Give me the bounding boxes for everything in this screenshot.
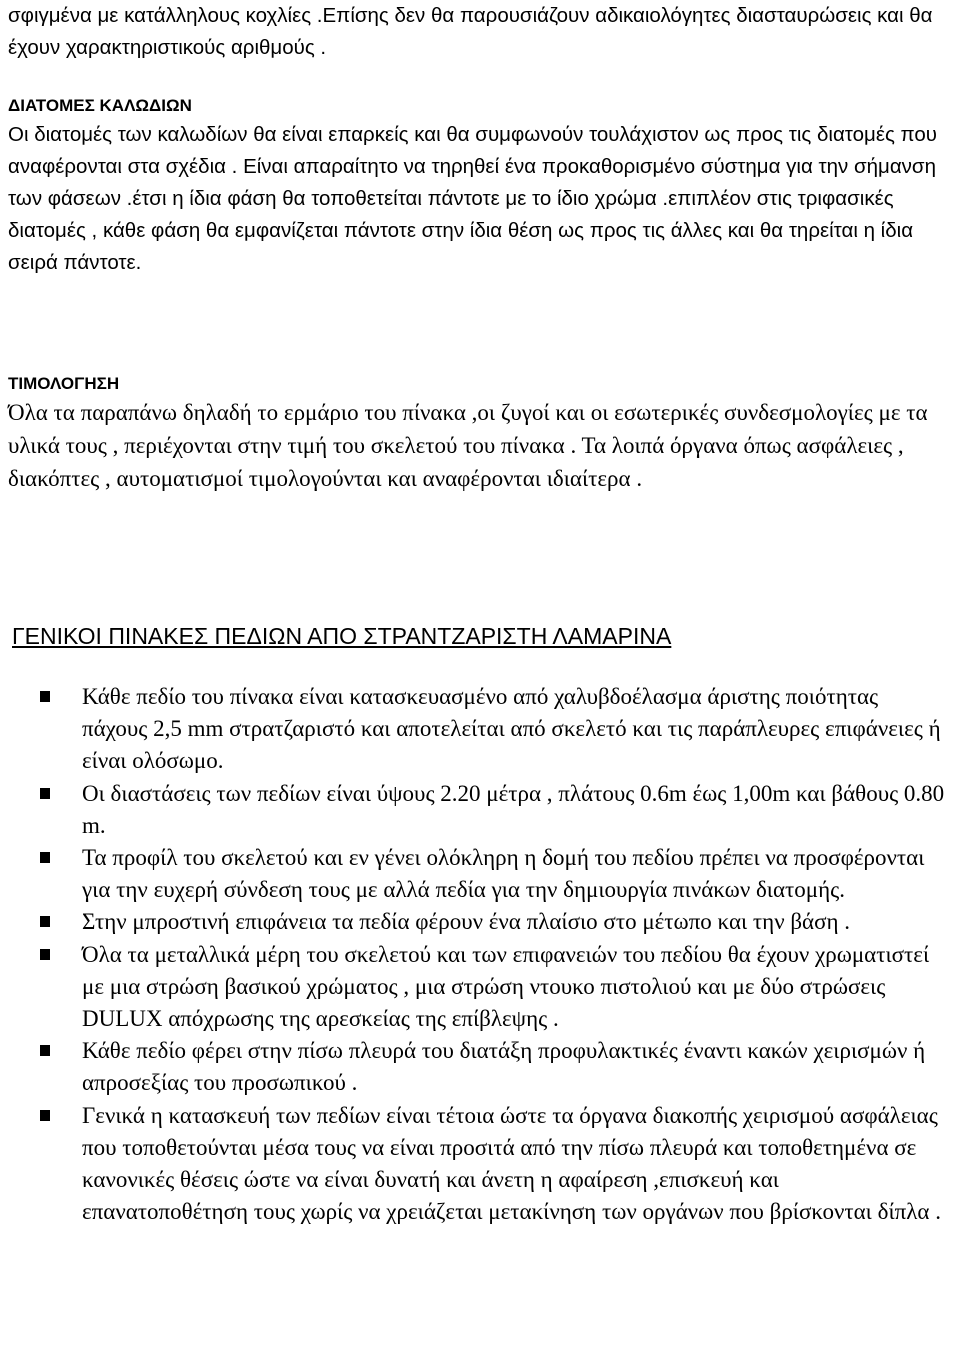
list-item-text: Όλα τα μεταλλικά μέρη του σκελετού και των επιφανειών του πεδίου θα έχουν χρωματιστεί με μια στρώση βασικού χρώματος , μια στρώση ντουκο πιστολιού και με δύο στρώσεις DULUX απόχρωσης της αρεσκείας της επίβλεψης .: [82, 941, 930, 1032]
bullet-icon: [40, 1110, 50, 1121]
intro-paragraph: σφιγμένα με κατάλληλους κοχλίες .Επίσης δεν θα παρουσιάζουν αδικαιολόγητες διασταυρώσεις και θα έχουν χαρακτηριστικούς αριθμούς .: [8, 4, 933, 59]
list-item: [40, 842, 948, 906]
bullet-icon: [40, 916, 50, 927]
bullet-icon: [40, 788, 50, 799]
bullet-icon: [40, 691, 50, 702]
cable-heading: ΔΙΑΤΟΜΕΣ ΚΑΛΩΔΙΩΝ: [8, 96, 192, 115]
pricing-heading: ΤΙΜΟΛΟΓΗΣΗ: [8, 374, 120, 393]
list-item-text: Κάθε πεδίο του πίνακα είναι κατασκευασμένο από χαλυβδοέλασμα άριστης ποιότητας πάχους 2,5 mm στρατζαριστό και αποτελείται από σκελετό και τις παράπλευρες επιφάνειες ή είναι ολόσωμο.: [82, 684, 941, 774]
bullet-icon: [40, 1045, 50, 1056]
bullet-icon: [40, 852, 50, 863]
list-item: [40, 939, 948, 1036]
list-item-text: Τα προφίλ του σκελετού και εν γένει ολόκληρη η δομή του πεδίου πρέπει να προσφέρονται για την ευχερή σύνδεση τους με αλλά πεδία για την δημιουργία πινάκων διατομής.: [82, 845, 925, 903]
list-item: [40, 906, 948, 938]
list-item-text: Στην μπροστινή επιφάνεια τα πεδία φέρουν ένα πλαίσιο στο μέτωπο και την βάση .: [82, 909, 851, 935]
list-item: [40, 1100, 948, 1229]
spec-bullet-list: [40, 681, 948, 1228]
list-item-text: Κάθε πεδίο φέρει στην πίσω πλευρά του διατάξη προφυλακτικές έναντι κακών χειρισμών ή απροσεξίας του προσωπικού .: [82, 1038, 926, 1096]
list-item-text: Γενικά η κατασκευή των πεδίων είναι τέτοια ώστε τα όργανα διακοπής χειρισμού ασφάλειας που τοποθετούνται μέσα τους να είναι προσιτά από την πίσω πλευρά και τοποθετημένα σε κανονικές θέσεις ώστε να είναι δυνατή και άνετη η αφαίρεση ,επισκευή και επανατοποθέτηση τους χωρίς να χρειάζεται μετακίνηση των οργάνων που βρίσκονται δίπλα .: [82, 1102, 941, 1225]
list-item-text: Οι διαστάσεις των πεδίων είναι ύψους 2.20 μέτρα , πλάτους 0.6m έως 1,00m και βάθους 0.80 m.: [82, 780, 945, 838]
list-item: [40, 681, 948, 778]
bullet-icon: [40, 949, 50, 960]
list-item: [40, 778, 948, 842]
list-item: [40, 1035, 948, 1099]
cable-paragraph: Οι διατομές των καλωδίων θα είναι επαρκείς και θα συμφωνούν τουλάχιστον ως προς τις διατομές που αναφέρονται στα σχέδια . Είναι απαραίτητο να τηρηθεί ένα προκαθορισμένο σύστημα για την σήμανση των φάσεων .έτσι η ίδια φάση θα τοποθετείται πάντοτε με το ίδιο χρώμα .επιπλέον στις τριφασικές διατομές , κάθε φάση θα εμφανίζεται πάντοτε στην ίδια θέση ως προς τις άλλες και θα τηρείται η ίδια σειρά πάντοτε.: [8, 123, 938, 274]
section-title: ΓΕΝΙΚΟΙ ΠΙΝΑΚΕΣ ΠΕΔΙΩΝ ΑΠΟ ΣΤΡΑΝΤΖΑΡΙΣΤΗ ΛΑΜΑΡΙΝΑ: [12, 623, 672, 649]
pricing-paragraph: Όλα τα παραπάνω δηλαδή το ερμάριο του πίνακα ,οι ζυγοί και οι εσωτερικές συνδεσμολογίες με τα υλικά τους , περιέχονται στην τιμή του σκελετού του πίνακα . Τα λοιπά όργανα όπως ασφάλειες , διακόπτες , αυτοματισμοί τιμολογούνται και αναφέρονται ιδιαίτερα .: [8, 400, 928, 491]
